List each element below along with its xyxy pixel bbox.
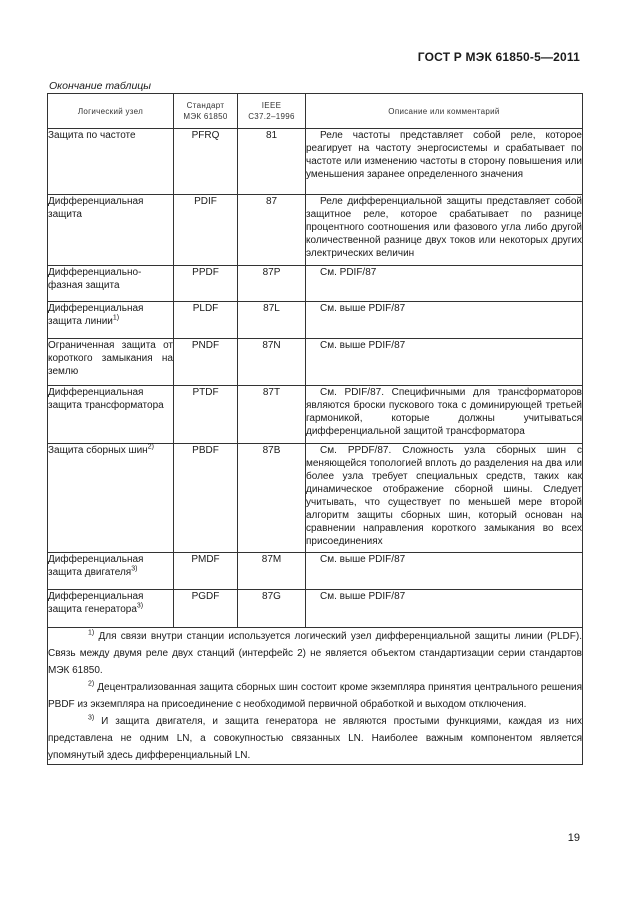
column-header-node: Логический узел [48, 94, 174, 129]
node-name: Защита по частоте [48, 130, 136, 141]
node-code: PTDF [174, 386, 238, 444]
node-description: См. выше PDIF/87 [306, 553, 583, 590]
table-row [48, 195, 583, 266]
node-code: PDIF [174, 195, 238, 266]
node-name-cell [48, 553, 174, 590]
node-description: См. выше PDIF/87 [306, 302, 583, 339]
document-standard-header: ГОСТ Р МЭК 61850-5—2011 [417, 50, 580, 64]
ieee-code: 87P [238, 266, 306, 302]
ieee-code: 87L [238, 302, 306, 339]
node-description: См. PPDF/87. Сложность узла сборных шин с меняющейся топологией вплоть до разделения на два или более узла требует специальных средств, таких как динамическое отображение сборной шины. Следует учитывать, что существует по меньшей мере второй алгоритм защиты сборных шин, который основан на сравнении направления короткого замыкания во всех присоединениях [306, 444, 583, 553]
node-name-cell [48, 195, 174, 266]
node-name: Защита сборных шин [48, 445, 148, 456]
table-notes-row [48, 628, 583, 765]
node-name: Дифференциальная защита генератора [48, 591, 144, 615]
node-code: PPDF [174, 266, 238, 302]
node-description: См. выше PDIF/87 [306, 590, 583, 628]
footnote-mark: 3) [88, 714, 95, 722]
node-name: Дифференциальная защита трансформатора [48, 387, 164, 411]
table-header-row [48, 94, 583, 129]
table-row [48, 444, 583, 553]
node-name: Дифференциально-фазная защита [48, 267, 142, 291]
footnote-text: И защита двигателя, и защита генератора не являются простыми функциями, каждая из них представлена не одним LN, а совокупностью связанных LN. Наиболее важным компонентом является упомянутый здесь дифференциальный LN. [48, 716, 582, 761]
node-code: PBDF [174, 444, 238, 553]
footnote-mark: 1) [112, 314, 120, 322]
footnote [48, 679, 582, 713]
footnote-mark: 3) [136, 602, 144, 610]
column-header-ieee-line1: IEEE [261, 101, 282, 110]
table-row [48, 266, 583, 302]
page-number: 19 [567, 832, 580, 844]
table-caption: Окончание таблицы [49, 80, 152, 92]
node-code: PLDF [174, 302, 238, 339]
node-code: PNDF [174, 339, 238, 386]
table-row [48, 590, 583, 628]
footnote-mark: 2) [147, 443, 154, 451]
column-header-ieee-line2: С37.2–1996 [248, 112, 295, 121]
node-code: PMDF [174, 553, 238, 590]
node-code: PFRQ [174, 129, 238, 195]
ieee-code: 87B [238, 444, 306, 553]
ieee-code: 87N [238, 339, 306, 386]
node-name-cell [48, 302, 174, 339]
node-description: Реле дифференциальной защиты представляет собой защитное реле, которое срабатывает по разнице процентного соотношения или фазового угла либо другой количественной разнице двух токов или некоторых других электрических величин [306, 195, 583, 266]
node-description: См. PDIF/87 [306, 266, 583, 302]
column-header-standard-line1: Стандарт [186, 101, 225, 110]
column-header-description: Описание или комментарий [306, 94, 583, 129]
ieee-code: 81 [238, 129, 306, 195]
ieee-code: 87 [238, 195, 306, 266]
node-name: Дифференциальная защита двигателя [48, 554, 144, 578]
table-row [48, 129, 583, 195]
node-code: PGDF [174, 590, 238, 628]
table-row [48, 339, 583, 386]
footnote-text: Для связи внутри станции используется логический узел дифференциальной защиты линии (PLDF). Связь между двумя реле двух станций (интерфейс 2) не является объектом стандартизации серии стандартов МЭК 61850. [48, 631, 582, 676]
ieee-code: 87M [238, 553, 306, 590]
column-header-standard [174, 94, 238, 129]
footnote-mark: 1) [88, 629, 95, 637]
footnote-mark: 3) [131, 565, 138, 573]
ieee-code: 87T [238, 386, 306, 444]
node-name-cell [48, 444, 174, 553]
column-header-ieee [238, 94, 306, 129]
node-description: См. PDIF/87. Специфичными для трансформаторов являются броски пускового тока с доминирующей третьей гармоникой, которые должны учитываться дифференциальной защитой трансформатора [306, 386, 583, 444]
node-name-cell [48, 590, 174, 628]
footnote-mark: 2) [88, 680, 95, 688]
logical-nodes-table [47, 93, 583, 765]
node-name-cell [48, 266, 174, 302]
ieee-code: 87G [238, 590, 306, 628]
table-row [48, 553, 583, 590]
column-header-standard-line2: МЭК 61850 [183, 112, 228, 121]
table-notes [48, 628, 583, 765]
table-row [48, 386, 583, 444]
node-name-cell [48, 386, 174, 444]
node-name-cell [48, 129, 174, 195]
node-name: Дифференциальная защита линии [48, 303, 144, 327]
node-description: См. выше PDIF/87 [306, 339, 583, 386]
footnote [48, 713, 582, 764]
node-name: Ограниченная защита от короткого замыкания на землю [48, 340, 173, 377]
footnote-text: Децентрализованная защита сборных шин состоит кроме экземпляра принятия центрального решения PBDF из экземпляра на присоединение с необходимой первичной обработкой и выходом отключения. [48, 682, 582, 710]
node-description: Реле частоты представляет собой реле, которое реагирует на частоту энергосистемы и срабатывает по частоте или изменению частоты в сторону повышения или уменьшения заранее определенного значения [306, 129, 583, 195]
footnote [48, 628, 582, 679]
node-name: Дифференциальная защита [48, 196, 144, 220]
table-row [48, 302, 583, 339]
node-name-cell [48, 339, 174, 386]
